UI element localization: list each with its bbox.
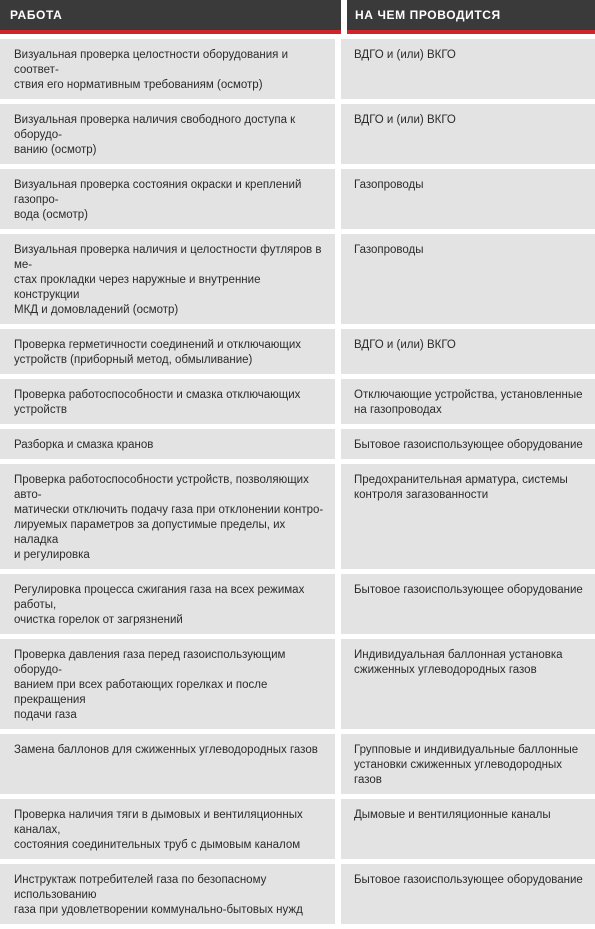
place-cell: Бытовое газоиспользующее оборудование [354,584,583,596]
table-header [0,0,595,34]
table-row [0,799,595,864]
work-cell: Проверка работоспособности и смазка отключающих устройств [0,379,341,424]
place-cell: ВДГО и (или) ВКГО [354,339,456,351]
place-cell: ВДГО и (или) ВКГО [354,114,456,126]
work-cell: Разборка и смазка кранов [0,429,341,459]
table-row [0,864,595,929]
place-cell: Дымовые и вентиляционные каналы [354,809,551,821]
table-row [0,234,595,329]
table-row [0,574,595,639]
place-cell: Отключающие устройства, установленные на газопроводах [354,389,583,416]
work-cell: Визуальная проверка состояния окраски и креплений газопро- вода (осмотр) [0,169,341,229]
work-cell: Проверка работоспособности устройств, позволяющих авто- матически отключить подачу газа при отклонении контро- лируемых параметров за допустимые пределы, их наладка и регулировка [0,464,341,569]
place-cell: Газопроводы [354,244,424,256]
table-body [0,34,595,929]
work-cell: Регулировка процесса сжигания газа на всех режимах работы, очистка горелок от загрязнений [0,574,341,634]
place-cell: Газопроводы [354,179,424,191]
place-cell: Бытовое газоиспользующее оборудование [354,874,583,886]
header-divider [341,0,347,34]
place-cell: Групповые и индивидуальные баллонные установки сжиженных углеводородных газов [354,744,579,786]
work-cell: Визуальная проверка целостности оборудования и соответ- ствия его нормативным требованиям (осмотр) [0,39,341,99]
work-cell: Инструктаж потребителей газа по безопасному использованию газа при удовлетворении коммунально-бытовых нужд [0,864,341,924]
table-row [0,734,595,799]
table-row [0,464,595,574]
table-row [0,329,595,379]
table-row [0,379,595,429]
place-cell: Предохранительная арматура, системы контроля загазованности [354,474,568,501]
work-cell: Проверка герметичности соединений и отключающих устройств (приборный метод, обмыливание) [0,329,341,374]
place-cell: Бытовое газоиспользующее оборудование [354,439,583,451]
table-row [0,34,595,104]
table-row [0,169,595,234]
header-work: РАБОТА [10,8,63,22]
work-cell: Замена баллонов для сжиженных углеводородных газов [0,734,341,794]
place-cell: Индивидуальная баллонная установка сжиженных углеводородных газов [354,649,563,676]
work-cell: Визуальная проверка наличия и целостности футляров в ме- стах прокладки через наружные и внутренние конструкции МКД и домовладений (осмотр) [0,234,341,324]
work-cell: Визуальная проверка наличия свободного доступа к оборудо- ванию (осмотр) [0,104,341,164]
place-cell: ВДГО и (или) ВКГО [354,49,456,61]
table-row [0,104,595,169]
header-place: НА ЧЕМ ПРОВОДИТСЯ [355,8,501,22]
table-row [0,639,595,734]
work-cell: Проверка давления газа перед газоиспользующим оборудо- ванием при всех работающих горелках и после прекращения подачи газа [0,639,341,729]
table-row [0,429,595,464]
work-cell: Проверка наличия тяги в дымовых и вентиляционных каналах, состояния соединительных труб с дымовым каналом [0,799,341,859]
